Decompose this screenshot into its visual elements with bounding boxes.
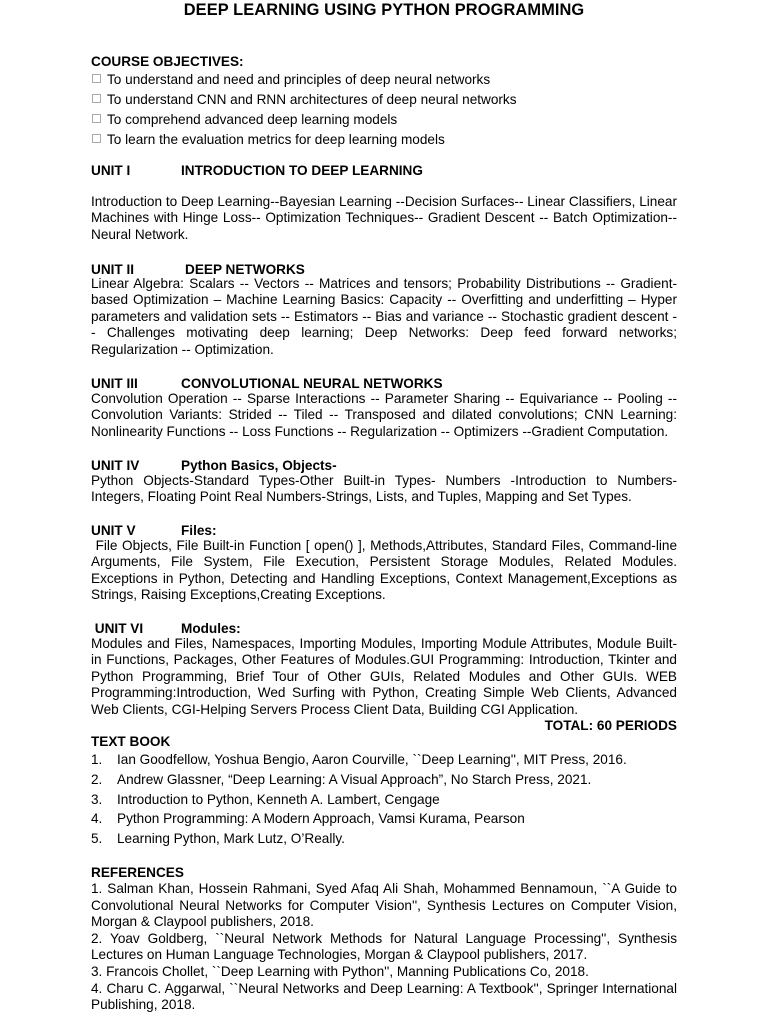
objective-text: To understand CNN and RNN architectures of deep neural networks: [107, 92, 517, 107]
textbook-item: [91, 809, 677, 829]
textbook-section: [91, 734, 677, 849]
unit-number: UNIT II: [91, 262, 135, 277]
unit-5-heading: [91, 522, 677, 539]
textbook-item: [91, 750, 677, 770]
objectives-heading: COURSE OBJECTIVES:: [91, 54, 244, 69]
unit-1-heading: [91, 162, 677, 179]
item-text: Introduction to Python, Kenneth A. Lambert, Cengage: [117, 791, 440, 807]
unit-3-body: Convolution Operation -- Sparse Interactions -- Parameter Sharing -- Equivariance -- Pooling -- Convolution Variants: Strided -- Tiled -- Transposed and dilated convolutions; CNN Learning: Nonlinearity Functions -- Loss Functions -- Regularization -- Optimizers --Gradient Computation.: [91, 391, 677, 439]
unit-4-heading: [91, 457, 677, 474]
textbook-item: [91, 770, 677, 790]
item-number: 1.: [91, 752, 103, 767]
objective-item: [91, 90, 677, 110]
objective-text: To comprehend advanced deep learning models: [107, 112, 398, 127]
reference-item: 3. Francois Chollet, ``Deep Learning with Python'', Manning Publications Co, 2018.: [91, 963, 589, 979]
unit-title: CONVOLUTIONAL NEURAL NETWORKS: [181, 376, 443, 391]
item-text: Python Programming: A Modern Approach, Vamsi Kurama, Pearson: [117, 811, 525, 827]
unit-5-body: File Objects, File Built-in Function [ open() ], Methods,Attributes, Standard Files, Command-line Arguments, File System, File Execution, Persistent Storage Modules, Related Modules. Exceptions in Python, Detecting and Handling Exceptions, Context Management,Exceptions as Strings, Raising Exceptions,Creating Exceptions.: [91, 538, 681, 603]
reference-item: 2. Yoav Goldberg, ``Neural Network Methods for Natural Language Processing'', Synthesis Lectures on Human Language Technologies, Morgan & Claypool publishers, 2017.: [91, 930, 677, 963]
references-section: [91, 865, 677, 1014]
textbook-item: [91, 790, 677, 810]
item-number: 5.: [91, 831, 103, 847]
item-text: Andrew Glassner, “Deep Learning: A Visual Approach”, No Starch Press, 2021.: [117, 771, 592, 787]
item-number: 3.: [91, 791, 103, 807]
unit-4-body: Python Objects-Standard Types-Other Built-in Types- Numbers -Introduction to Numbers-Integers, Floating Point Real Numbers-Strings, Lists, and Tuples, Mapping and Set Types.: [91, 473, 677, 505]
objective-text: To learn the evaluation metrics for deep learning models: [107, 132, 445, 147]
textbook-heading: TEXT BOOK: [91, 734, 171, 749]
reference-item: 1. Salman Khan, Hossein Rahmani, Syed Afaq Ali Shah, Mohammed Bennamoun, ``A Guide to Convolutional Neural Networks for Computer Vision'', Synthesis Lectures on Computer Vision, Morgan & Claypool publishers, 2018.: [91, 881, 677, 930]
objective-item: [91, 110, 677, 130]
unit-number: UNIT VI: [91, 621, 144, 636]
unit-title: Files:: [181, 523, 217, 538]
unit-title: DEEP NETWORKS: [185, 262, 305, 277]
item-number: 4.: [91, 811, 103, 827]
unit-2-body: Linear Algebra: Scalars -- Vectors -- Matrices and tensors; Probability Distributions -- Gradient-based Optimization – Machine Learning Basics: Capacity -- Overfitting and underfitting – Hyper parameters and validation sets -- Estimators -- Bias and variance -- Stochastic gradient descent -- Challenges motivating deep learning; Deep Networks: Deep feed forward networks; Regularization -- Optimization.: [91, 276, 677, 357]
item-text: Ian Goodfellow, Yoshua Bengio, Aaron Courville, ``Deep Learning'', MIT Press, 2016.: [117, 752, 627, 767]
unit-title: Python Basics, Objects-: [181, 458, 337, 473]
unit-6-heading: [91, 620, 677, 637]
checkbox-square-icon: [92, 114, 101, 123]
objective-item: [91, 130, 677, 150]
objective-item: [91, 70, 677, 90]
unit-3-heading: [91, 375, 677, 392]
reference-item: 4. Charu C. Aggarwal, ``Neural Networks and Deep Learning: A Textbook'', Springer International Publishing, 2018.: [91, 980, 677, 1013]
unit-number: UNIT IV: [91, 458, 140, 473]
references-heading: REFERENCES: [91, 865, 184, 880]
unit-title: INTRODUCTION TO DEEP LEARNING: [181, 163, 423, 178]
checkbox-square-icon: [92, 94, 101, 103]
checkbox-square-icon: [92, 74, 101, 83]
unit-1-body: Introduction to Deep Learning--Bayesian Learning --Decision Surfaces-- Linear Classifiers, Linear Machines with Hinge Loss-- Optimization Techniques-- Gradient Descent -- Batch Optimization-- Neural Network.: [91, 194, 677, 242]
unit-number: UNIT V: [91, 523, 136, 538]
checkbox-square-icon: [92, 134, 101, 143]
objective-text: To understand and need and principles of deep neural networks: [107, 72, 491, 87]
item-number: 2.: [91, 771, 103, 787]
course-objectives: [91, 54, 677, 150]
textbook-item: [91, 829, 677, 849]
document-title: DEEP LEARNING USING PYTHON PROGRAMMING: [183, 1, 585, 19]
item-text: Learning Python, Mark Lutz, O’Really.: [117, 831, 345, 847]
total-periods: TOTAL: 60 PERIODS: [544, 718, 677, 733]
unit-6-body: Modules and Files, Namespaces, Importing Modules, Importing Module Attributes, Module Built-in Functions, Packages, Other Features of Modules.GUI Programming: Introduction, Tkinter and Python Programming, Brief Tour of Other GUIs, Related Modules and Other GUIs. WEB Programming:Introduction, Wed Surfing with Python, Creating Simple Web Clients, Advanced Web Clients, CGI-Helping Servers Process Client Data, Building CGI Application.: [91, 636, 677, 717]
unit-number: UNIT III: [91, 376, 138, 391]
unit-number: UNIT I: [91, 163, 131, 178]
unit-title: Modules:: [181, 621, 241, 636]
